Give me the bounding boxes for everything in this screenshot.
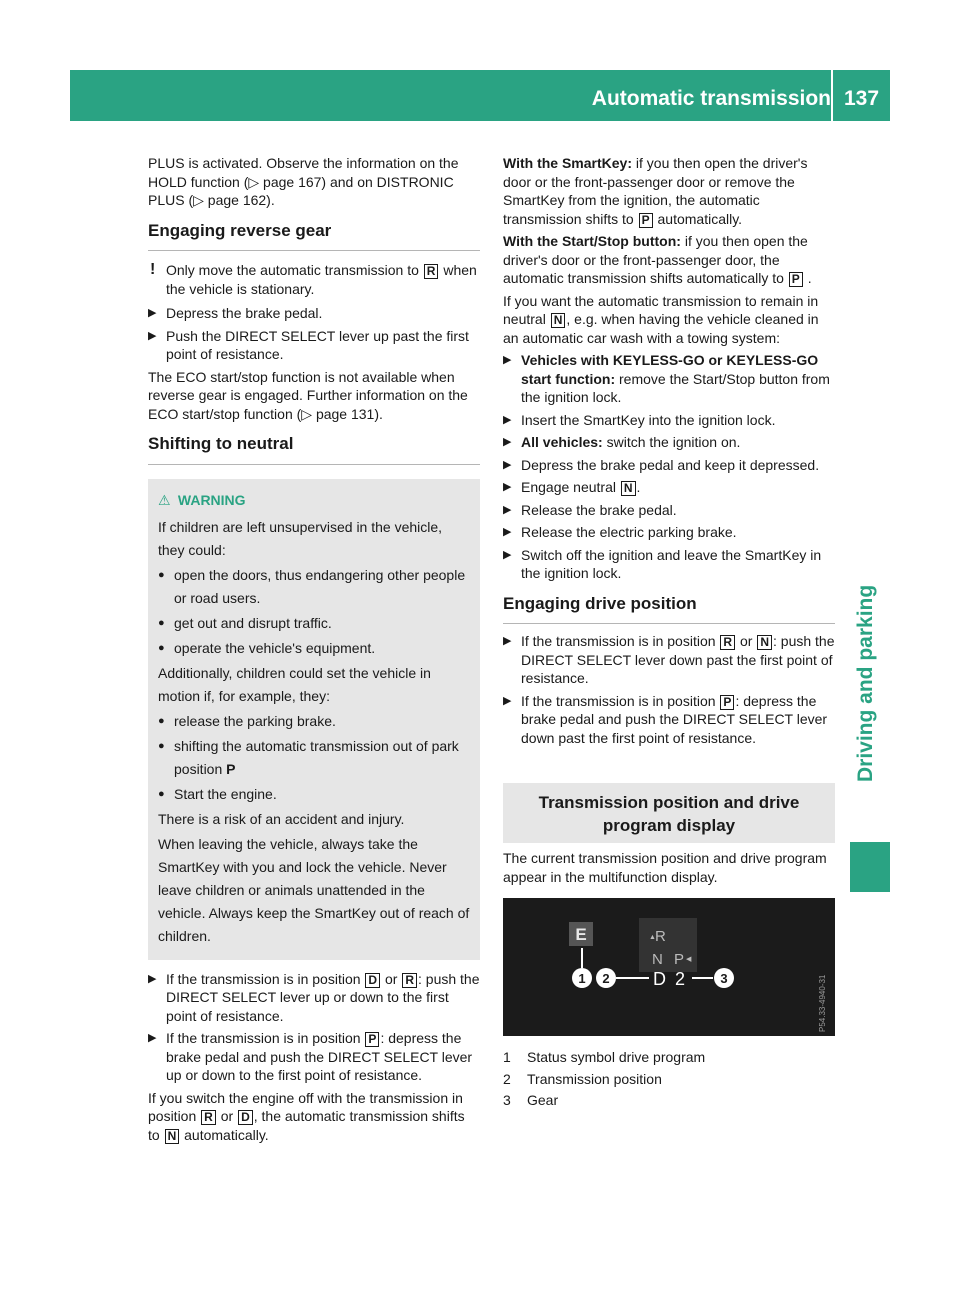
end-paragraph: If you switch the engine off with the transmission in position R or D , the automatic transmission shifts to N automatically.	[148, 1089, 465, 1143]
gear-key-r: R	[720, 635, 735, 650]
gear-key-r: R	[402, 973, 417, 988]
intro-paragraph: PLUS is activated. Observe the information on the HOLD function (▷ page 167) and on DISTRONIC PLUS (▷ page 162).	[148, 155, 459, 208]
legend-number: 2	[503, 1070, 511, 1087]
gear-key-d: D	[238, 1110, 253, 1125]
legend-number: 3	[503, 1092, 511, 1108]
page-title: Automatic transmission	[591, 87, 831, 110]
section-heading-display: Transmission position and drive program display	[503, 783, 835, 843]
step-item: ▶ If the transmission is in position P : depress the brake pedal and push the DIRECT SELECT lever up or down to the first point of resistance.	[148, 1029, 480, 1085]
step-item: ▶ Depress the brake pedal and keep it depressed.	[503, 456, 835, 475]
warning-text: There is a risk of an accident and injury.	[158, 810, 405, 827]
caution-note: ! Only move the automatic transmission to R when the vehicle is stationary.	[150, 261, 477, 297]
right-column	[503, 154, 835, 1113]
position-r-label: R	[655, 928, 666, 945]
warning-text: Additionally, children could set the vehicle in motion if, for example, they:	[158, 664, 431, 704]
legend-item: 2 Transmission position	[503, 1070, 662, 1087]
warning-triangle-icon: ⚠	[158, 491, 171, 508]
warning-bullet: ● shifting the automatic transmission out of park position P	[158, 735, 470, 781]
section-heading-drive: Engaging drive position	[503, 595, 835, 625]
smartkey-paragraph: With the SmartKey: if you then open the driver's door or the front-passenger door or remove the SmartKey from the ignition, the automatic transmission shifts to P automatically.	[503, 155, 808, 227]
left-column	[148, 154, 480, 1148]
step-item: ▶ Push the DIRECT SELECT lever up past the first point of resistance.	[148, 327, 480, 364]
position-d-label: D	[653, 969, 666, 989]
warning-text: If children are left unsupervised in the vehicle, they could:	[158, 518, 443, 558]
drive-program-letter: E	[575, 925, 587, 944]
position-p-label: P	[674, 951, 685, 968]
section-heading-neutral: Shifting to neutral	[148, 435, 480, 465]
neutral-paragraph: If you want the automatic transmission to remain in neutral N , e.g. when having the vehicle cleaned in an automatic car wash with a towing system:	[503, 292, 819, 346]
gear-indicator-panel	[639, 918, 697, 972]
legend-item: 3 Gear	[503, 1092, 559, 1108]
legend-number: 1	[503, 1049, 511, 1065]
legend-item: 1 Status symbol drive program	[503, 1049, 706, 1065]
step-item: ▶ If the transmission is in position D or R : push the DIRECT SELECT lever up or down to the first point of resistance.	[148, 970, 480, 1026]
step-item: ▶ If the transmission is in position P : depress the brake pedal and push the DIRECT SELECT lever down past the first point of resistance.	[503, 692, 835, 748]
warning-bullet: ● open the doors, thus endangering other people or road users.	[158, 564, 470, 610]
warning-text: When leaving the vehicle, always take the SmartKey with you and lock the vehicle. Never leave children or animals unattended in the vehicle. Always keep the SmartKey out of reach of children.	[158, 835, 470, 944]
step-item: ▶ Insert the SmartKey into the ignition lock.	[503, 411, 835, 430]
gear-key-n: N	[621, 481, 636, 496]
step-item: ▶ All vehicles: switch the ignition on.	[503, 433, 835, 452]
figure-code: P54.33-4940-31	[818, 974, 827, 1032]
gear-key-n: N	[165, 1129, 180, 1144]
multifunction-display-illustration	[503, 898, 835, 1036]
step-item: ▶ Engage neutral N .	[503, 478, 835, 497]
step-item: ▶ Release the electric parking brake.	[503, 523, 835, 542]
gear-key-n: N	[551, 313, 566, 328]
display-drawing	[503, 898, 835, 1036]
step-item: ▶ Depress the brake pedal.	[148, 304, 480, 323]
eco-note: The ECO start/stop function is not available when reverse gear is engaged. Further information on the ECO start/stop function (▷ page 131).	[148, 368, 468, 422]
chapter-tab-label: Driving and parking	[854, 584, 877, 782]
callout-number-2: 2	[602, 971, 610, 986]
display-intro: The current transmission position and drive program appear in the multifunction display.	[503, 850, 827, 885]
header-bar	[70, 70, 890, 121]
gear-key-p: P	[639, 213, 653, 228]
gear-key-n: N	[757, 635, 772, 650]
warning-box	[148, 479, 480, 960]
step-item: ▶ Vehicles with KEYLESS-GO or KEYLESS-GO start function: remove the Start/Stop button from the ignition lock.	[503, 351, 835, 407]
warning-bullet: ● Start the engine.	[158, 783, 470, 806]
startstop-paragraph: With the Start/Stop button: if you then open the driver's door or the front-passenger door, the automatic transmission shifts automatically to P .	[503, 233, 812, 286]
gear-number-label: 2	[675, 969, 686, 989]
page-number: 137	[843, 87, 880, 110]
warning-heading: ⚠ WARNING	[158, 489, 470, 512]
warning-bullet: ● operate the vehicle's equipment.	[158, 637, 470, 660]
gear-key-p: P	[789, 272, 803, 287]
position-n-label: N	[652, 951, 663, 968]
callout-number-1: 1	[578, 971, 586, 986]
warning-bullet: ● get out and disrupt traffic.	[158, 612, 470, 635]
step-item: ▶ Switch off the ignition and leave the SmartKey in the ignition lock.	[503, 546, 835, 583]
gear-key-r: R	[201, 1110, 216, 1125]
step-item: ▶ Release the brake pedal.	[503, 501, 835, 520]
step-item: ▶ If the transmission is in position R or N : push the DIRECT SELECT lever down past the first point of resistance.	[503, 632, 835, 688]
gear-key-r: R	[424, 264, 439, 279]
arrow-up-icon: ▲	[649, 934, 656, 941]
section-heading-reverse: Engaging reverse gear	[148, 222, 480, 252]
warning-bullet: ● release the parking brake.	[158, 710, 470, 733]
chapter-tab-marker	[850, 842, 890, 892]
gear-key-d: D	[365, 973, 380, 988]
gear-key-p: P	[365, 1032, 379, 1047]
gear-key-p: P	[720, 695, 734, 710]
caution-icon: !	[150, 261, 156, 278]
callout-number-3: 3	[720, 971, 728, 986]
arrow-left-icon: ◀	[686, 956, 692, 963]
